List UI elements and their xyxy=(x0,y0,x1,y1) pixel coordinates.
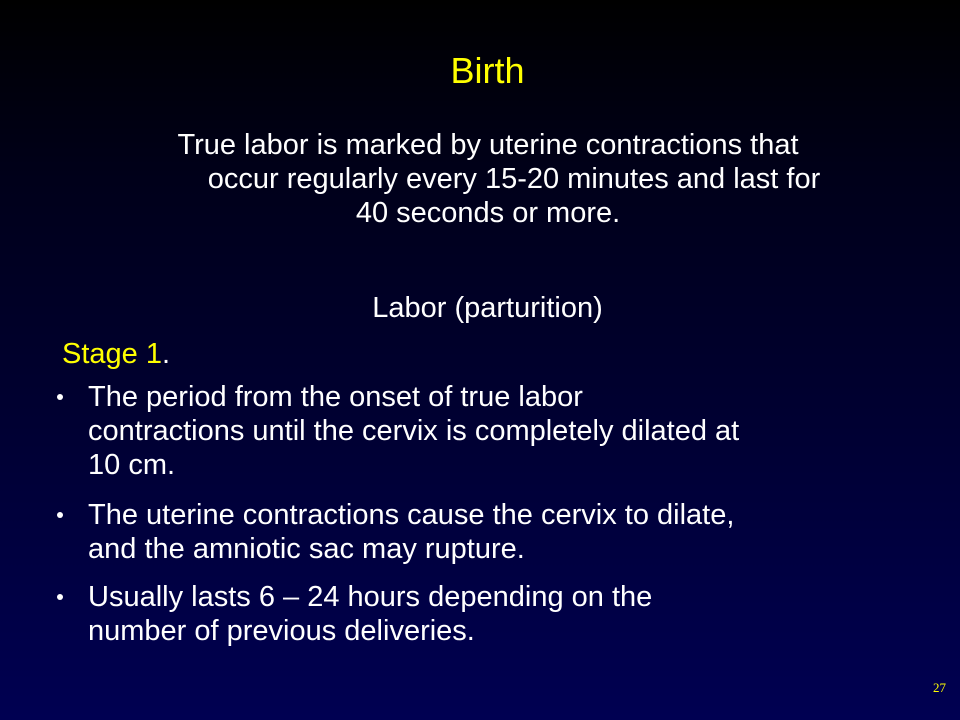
stage-label-text: Stage 1 xyxy=(62,338,162,370)
page-number: 27 xyxy=(933,680,946,695)
subheading: Labor (parturition) xyxy=(372,292,603,324)
bullet-line: contractions until the cervix is completely dilated at xyxy=(88,415,740,447)
bullet-line: The period from the onset of true labor xyxy=(88,381,583,413)
bullet-dot-icon xyxy=(57,394,63,400)
bullet-line: Usually lasts 6 – 24 hours depending on the xyxy=(88,581,653,613)
intro-line: 40 seconds or more. xyxy=(355,197,621,229)
bullet-text xyxy=(88,580,938,648)
bullet-dot-icon xyxy=(57,594,63,600)
bullet-line: and the amniotic sac may rupture. xyxy=(88,533,525,565)
bullet-line: 10 cm. xyxy=(88,449,176,481)
intro-paragraph xyxy=(88,128,888,230)
bullet-line: The uterine contractions cause the cervix to dilate, xyxy=(88,499,735,531)
bullet-line: number of previous deliveries. xyxy=(88,615,475,647)
bullet-text xyxy=(88,380,938,482)
intro-line: True labor is marked by uterine contractions that xyxy=(177,129,799,161)
bullet-text xyxy=(88,498,938,566)
intro-line: occur regularly every 15-20 minutes and last for xyxy=(207,163,821,195)
stage-label xyxy=(62,336,170,372)
slide-title: Birth xyxy=(450,50,525,91)
stage-label-period: . xyxy=(161,338,171,370)
bullet-dot-icon xyxy=(57,512,63,518)
